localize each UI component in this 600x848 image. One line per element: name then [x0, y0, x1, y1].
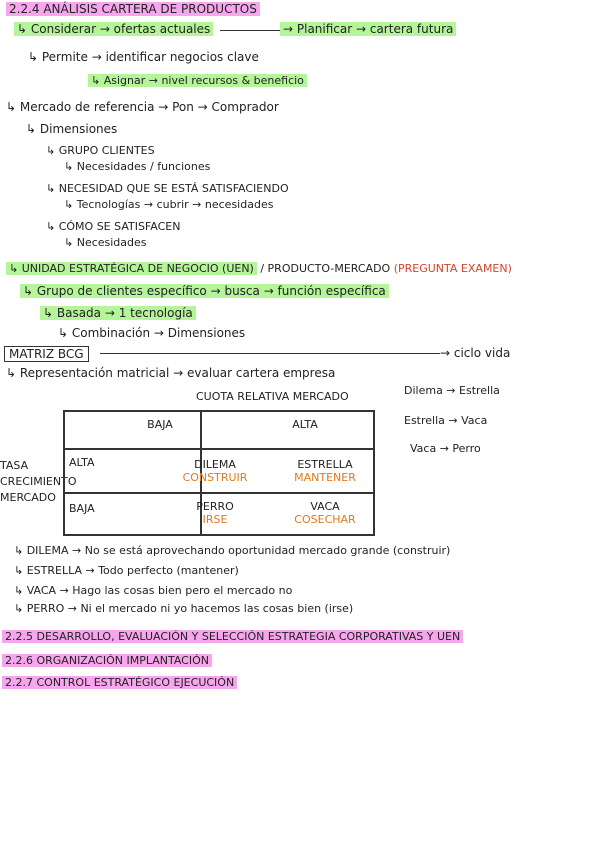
uen-heading: ↳ UNIDAD ESTRATÉGICA DE NEGOCIO (UEN) / PRODUCTO-MERCADO (PREGUNTA EXAMEN): [6, 262, 512, 276]
note-line: ↳ Tecnologías → cubrir → necesidades: [64, 198, 274, 211]
row-header-baja: BAJA: [69, 502, 95, 515]
arrow-line: [100, 353, 440, 354]
note-line: ↳ CÓMO SE SATISFACEN: [46, 220, 181, 233]
note-line: ↳ Necesidades / funciones: [64, 160, 211, 173]
note-line: ↳ Permite → identificar negocios clave: [28, 50, 259, 64]
note-line: → ciclo vida: [440, 346, 511, 360]
note-line: → Planificar → cartera futura: [280, 22, 456, 36]
note-line: ↳ Considerar → ofertas actuales: [14, 22, 213, 36]
cell-perro: PERRO IRSE: [196, 500, 234, 526]
note-line: ↳ Representación matricial → evaluar cartera empresa: [6, 366, 336, 380]
section-2-2-6-title: 2.2.6 ORGANIZACIÓN IMPLANTACIÓN: [2, 654, 212, 668]
note-line: ↳ GRUPO CLIENTES: [46, 144, 155, 157]
bcg-grid: [63, 410, 375, 536]
arrow-line: [220, 30, 280, 31]
note-line: ↳ ESTRELLA → Todo perfecto (mantener): [14, 564, 239, 577]
axis-label-y: TASA CRECIMIENTO MERCADO: [0, 459, 77, 504]
col-header-alta: ALTA: [292, 418, 318, 431]
row-header-alta: ALTA: [69, 456, 95, 469]
cycle-line: Vaca → Perro: [410, 442, 481, 455]
cycle-line: Dilema → Estrella: [404, 384, 500, 397]
note-line: ↳ Asignar → nivel recursos & beneficio: [88, 74, 307, 88]
note-line: ↳ PERRO → Ni el mercado ni yo hacemos las cosas bien (irse): [14, 602, 354, 615]
note-line: ↳ Mercado de referencia → Pon → Comprador: [6, 100, 279, 114]
section-2-2-5-title: 2.2.5 DESARROLLO, EVALUACIÓN Y SELECCIÓN ESTRATEGIA CORPORATIVAS Y UEN: [2, 630, 463, 644]
note-line: ↳ Basada → 1 tecnología: [40, 306, 196, 320]
note-line: ↳ Combinación → Dimensiones: [58, 326, 246, 340]
note-line: ↳ VACA → Hago las cosas bien pero el mercado no: [14, 584, 293, 597]
cell-dilema: DILEMA CONSTRUIR: [182, 458, 248, 484]
axis-label-x: CUOTA RELATIVA MERCADO: [196, 390, 349, 403]
note-line: ↳ Necesidades: [64, 236, 147, 249]
cell-estrella: ESTRELLA MANTENER: [294, 458, 356, 484]
section-2-2-7-title: 2.2.7 CONTROL ESTRATÉGICO EJECUCIÓN: [2, 676, 237, 690]
note-line: ↳ Dimensiones: [26, 122, 118, 136]
section-2-2-4-title: 2.2.4 ANÁLISIS CARTERA DE PRODUCTOS: [6, 2, 260, 16]
cycle-line: Estrella → Vaca: [404, 414, 488, 427]
bcg-matrix-label: MATRIZ BCG: [4, 346, 89, 362]
note-line: ↳ Grupo de clientes específico → busca → función específica: [20, 284, 389, 298]
col-header-baja: BAJA: [147, 418, 173, 431]
note-line: ↳ DILEMA → No se está aprovechando oportunidad mercado grande (construir): [14, 544, 451, 557]
cell-vaca: VACA COSECHAR: [294, 500, 356, 526]
note-line: ↳ NECESIDAD QUE SE ESTÁ SATISFACIENDO: [46, 182, 289, 195]
